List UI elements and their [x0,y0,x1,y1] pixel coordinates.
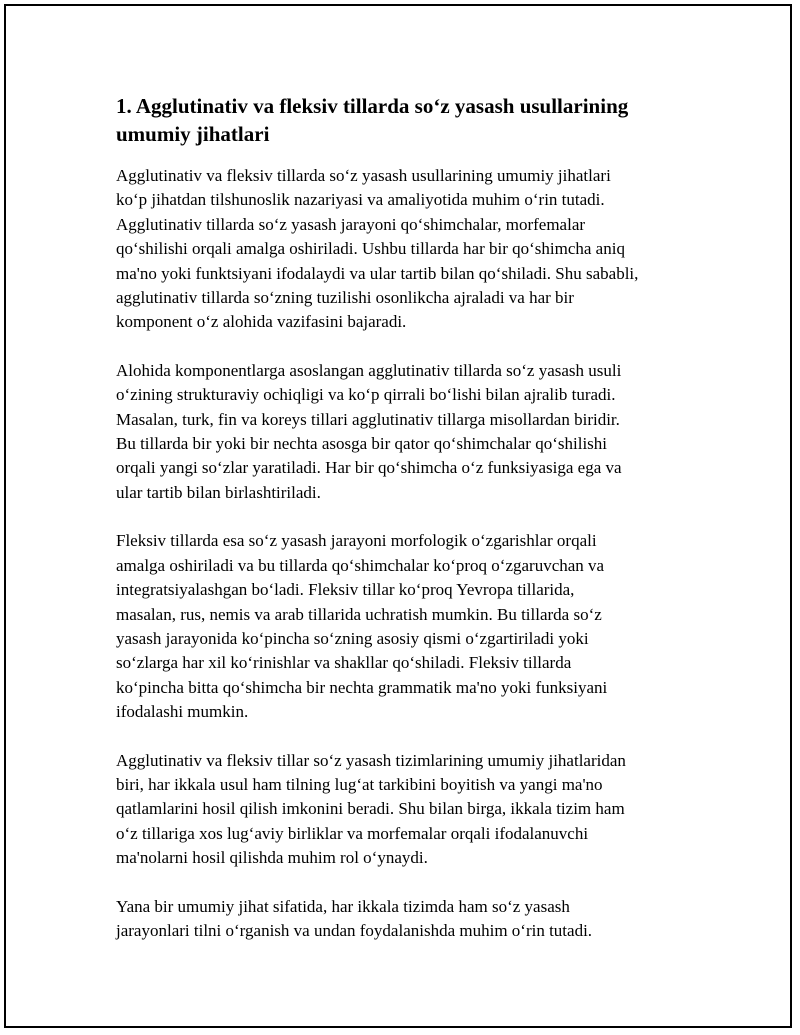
section-title-line-1: 1. Agglutinativ va fleksiv tillarda so‘z yasash usullarining [116,94,629,118]
paragraph-line: Bu tillarda bir yoki bir nechta asosga bir qator qo‘shimchalar qo‘shilishi [116,434,607,454]
paragraph-line: ko‘pincha bitta qo‘shimcha bir nechta grammatik ma'no yoki funksiyani [116,677,608,697]
paragraph-line: agglutinativ tillarda so‘zning tuzilishi osonlikcha ajraladi va har bir [116,288,574,308]
section-title [116,92,676,148]
paragraph-line: integratsiyalashgan bo‘ladi. Fleksiv tillar ko‘proq Yevropa tillarida, [116,580,575,600]
paragraph-2 [116,359,676,505]
paragraph-line: Masalan, turk, fin va koreys tillari agglutinativ tillarga misollardan biridir. [116,409,620,429]
paragraph-line: Yana bir umumiy jihat sifatida, har ikkala tizimda ham so‘z yasash [116,896,570,916]
paragraph-line: orqali yangi so‘zlar yaratiladi. Har bir qo‘shimcha o‘z funksiyasiga ega va [116,458,622,478]
paragraph-1 [116,164,676,335]
section-title-line-2: umumiy jihatlari [116,122,270,146]
paragraph-line: o‘zining strukturaviy ochiqligi va ko‘p qirrali bo‘lishi bilan ajralib turadi. [116,385,616,405]
paragraph-line: ular tartib bilan birlashtiriladi. [116,482,321,502]
paragraph-line: ko‘p jihatdan tilshunoslik nazariyasi va amaliyotida muhim o‘rin tutadi. [116,190,605,210]
paragraph-line: so‘zlarga har xil ko‘rinishlar va shakllar qo‘shiladi. Fleksiv tillarda [116,653,572,673]
paragraph-line: ma'no yoki funktsiyani ifodalaydi va ular tartib bilan qo‘shiladi. Shu sababli, [116,263,639,283]
paragraph-line: Agglutinativ va fleksiv tillarda so‘z yasash usullarining umumiy jihatlari [116,166,611,185]
paragraph-line: masalan, rus, nemis va arab tillarida uchratish mumkin. Bu tillarda so‘z [116,604,602,624]
paragraph-4 [116,749,676,871]
paragraph-line: Fleksiv tillarda esa so‘z yasash jarayoni morfologik o‘zgarishlar orqali [116,531,597,551]
paragraph-line: jarayonlari tilni o‘rganish va undan foydalanishda muhim o‘rin tutadi. [116,920,593,940]
paragraph-line: ma'nolarni hosil qilishda muhim rol o‘ynaydi. [116,848,428,868]
paragraph-line: Agglutinativ tillarda so‘z yasash jarayoni qo‘shimchalar, morfemalar [116,214,586,234]
paragraph-line: qatlamlarini hosil qilish imkonini beradi. Shu bilan birga, ikkala tizim ham [116,799,625,819]
paragraph-line: ifodalashi mumkin. [116,702,249,722]
paragraph-3 [116,529,676,724]
paragraph-line: Alohida komponentlarga asoslangan agglutinativ tillarda so‘z yasash usuli [116,360,622,380]
paragraph-line: komponent o‘z alohida vazifasini bajaradi. [116,312,407,332]
document-body [116,92,676,967]
paragraph-line: yasash jarayonida ko‘pincha so‘zning asosiy qismi o‘zgartiriladi yoki [116,628,589,648]
paragraph-5 [116,895,676,944]
paragraph-line: Agglutinativ va fleksiv tillar so‘z yasash tizimlarining umumiy jihatlaridan [116,750,626,770]
paragraph-line: o‘z tillariga xos lug‘aviy birliklar va morfemalar orqali ifodalanuvchi [116,823,589,843]
paragraph-line: biri, har ikkala usul ham tilning lug‘at tarkibini boyitish va yangi ma'no [116,774,603,794]
paragraph-line: qo‘shilishi orqali amalga oshiriladi. Ushbu tillarda har bir qo‘shimcha aniq [116,239,625,259]
paragraph-line: amalga oshiriladi va bu tillarda qo‘shimchalar ko‘proq o‘zgaruvchan va [116,555,605,575]
